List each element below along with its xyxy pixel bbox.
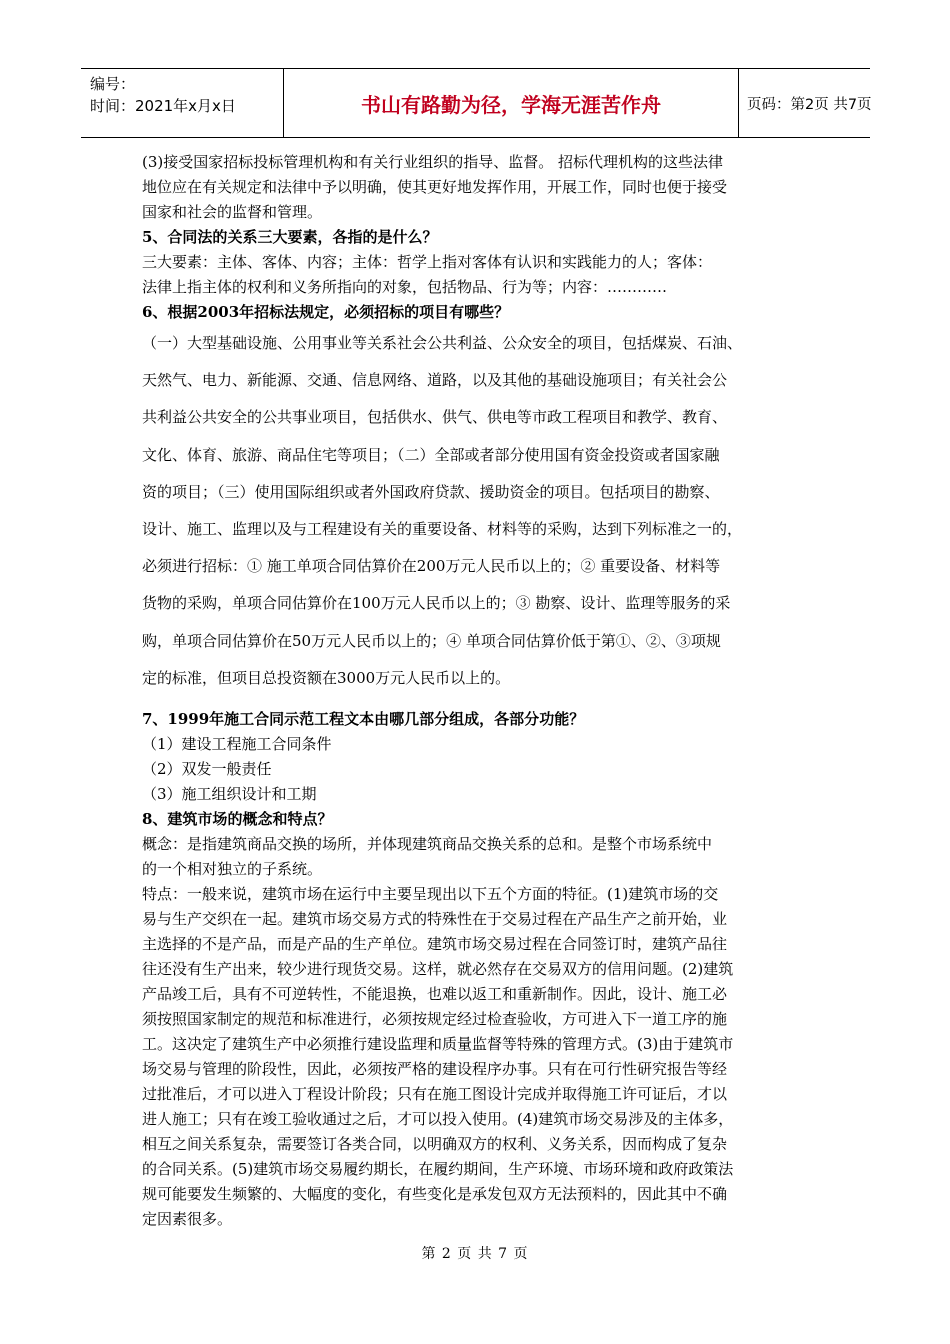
question-6-heading: 6、根据2003年招标法规定，必须招标的项目有哪些？	[142, 303, 510, 321]
text-line: 天然气、电力、新能源、交通、信息网络、道路，以及其他的基础设施项目；有关社会公	[142, 371, 728, 390]
text-line: 过批准后，才可以进入丁程设计阶段；只有在施工图设计完成并取得施工许可证后，才以	[142, 1085, 728, 1104]
text-line: 文化、体育、旅游、商品住宅等项目；（二）全部或者部分使用国有资金投资或者国家融	[142, 445, 720, 464]
text-line: 须按照国家制定的规范和标准进行，必须按规定经过检查验收，方可进入下一道工序的施	[142, 1010, 728, 1029]
text-line: 产品竣工后，具有不可逆转性，不能退换，也难以返工和重新制作。因此，设计、施工必	[142, 985, 728, 1004]
list-item: （2）双发一般责任	[142, 760, 272, 779]
page-header	[81, 68, 870, 138]
text-line: （一）大型基础设施、公用事业等关系社会公共利益、公众安全的项目，包括煤炭、石油、	[142, 334, 743, 352]
text-line: 相互之间关系复杂，需要签订各类合同，以明确双方的权利、义务关系，因而构成了复杂	[142, 1135, 728, 1154]
header-meta	[81, 69, 284, 137]
text-line: 设计、施工、监理以及与工程建设有关的重要设备、材料等的采购，达到下列标准之一的，	[142, 520, 743, 539]
document-date: 时间：2021年x月x日	[90, 97, 236, 115]
text-line: 的合同关系。(5)建筑市场交易履约期长，在履约期间，生产环境、市场环境和政府政策法	[142, 1160, 734, 1179]
text-line: 货物的采购，单项合同估算价在100万元人民币以上的；③ 勘察、设计、监理等服务的采	[142, 594, 731, 613]
header-slogan: 书山有路勤为径，学海无涯苦作舟	[284, 69, 739, 137]
answer-8	[142, 832, 822, 1232]
answer-6	[142, 325, 822, 697]
answer-5	[142, 250, 822, 300]
text-line: 必须进行招标：① 施工单项合同估算价在200万元人民币以上的；② 重要设备、材料等	[142, 557, 721, 576]
text-line: 进人施工；只有在竣工验收通过之后，才可以投入使用。(4)建筑市场交易涉及的主体多，	[142, 1110, 734, 1129]
text-line: 购，单项合同估算价在50万元人民币以上的；④ 单项合同估算价低于第①、②、③项规	[142, 631, 721, 650]
question-8-heading: 8、建筑市场的概念和特点？	[142, 810, 333, 829]
answer-7	[142, 732, 822, 807]
list-item: （1）建设工程施工合同条件	[142, 735, 332, 754]
document-number-label: 编号：	[90, 75, 136, 93]
text-line: 的一个相对独立的子系统。	[142, 860, 323, 879]
text-line: 场交易与管理的阶段性，因此，必须按严格的建设程序办事。只有在可行性研究报告等经	[142, 1060, 728, 1079]
list-item: （3）施工组织设计和工期	[142, 785, 317, 804]
paragraph-agency-status	[142, 150, 822, 225]
text-line: 往还没有生产出来，较少进行现货交易。这样，就必然存在交易双方的信用问题。(2)建筑	[142, 960, 734, 979]
text-line: 地位应在有关规定和法律中予以明确，使其更好地发挥作用，开展工作，同时也便于接受	[142, 178, 728, 196]
document-body	[142, 150, 822, 1232]
text-line: 概念：是指建筑商品交换的场所，并体现建筑商品交换关系的总和。是整个市场系统中	[142, 835, 713, 854]
text-line: 工。这决定了建筑生产中必须推行建设监理和质量监督等特殊的管理方式。(3)由于建筑市	[142, 1035, 734, 1054]
text-line: 资的项目；（三）使用国际组织或者外国政府贷款、援助资金的项目。包括项目的勘察、	[142, 482, 720, 501]
text-line: 定的标准，但项目总投资额在3000万元人民币以上的。	[142, 668, 511, 687]
text-line: 三大要素：主体、客体、内容；主体：哲学上指对客体有认识和实践能力的人；客体：	[142, 253, 713, 271]
text-line: 国家和社会的监督和管理。	[142, 203, 323, 221]
text-line: 共利益公共安全的公共事业项目，包括供水、供气、供电等市政工程项目和教学、教育、	[142, 408, 728, 427]
header-page-info: 页码：第2页 共7页	[747, 96, 872, 113]
text-line: 定因素很多。	[142, 1210, 233, 1229]
text-line: 规可能要发生频繁的、大幅度的变化，有些变化是承发包双方无法预料的，因此其中不确	[142, 1185, 728, 1204]
question-5-heading: 5、合同法的关系三大要素，各指的是什么？	[142, 228, 438, 246]
text-line: (3)接受国家招标投标管理机构和有关行业组织的指导、监督。 招标代理机构的这些法律	[142, 153, 724, 171]
text-line: 主选择的不是产品，而是产品的生产单位。建筑市场交易过程在合同签订时，建筑产品往	[142, 935, 728, 954]
text-line: 易与生产交织在一起。建筑市场交易方式的特殊性在于交易过程在产品生产之前开始，业	[142, 910, 728, 929]
paragraph-gap	[142, 697, 822, 707]
question-7-heading: 7、1999年施工合同示范工程文本由哪几部分组成，各部分功能？	[142, 710, 585, 729]
text-line: 特点：一般来说，建筑市场在运行中主要呈现出以下五个方面的特征。(1)建筑市场的交	[142, 885, 719, 904]
text-line: 法律上指主体的权利和义务所指向的对象，包括物品、行为等；内容：…………	[142, 278, 668, 296]
page-footer: 第 2 页 共 7 页	[421, 1246, 529, 1262]
